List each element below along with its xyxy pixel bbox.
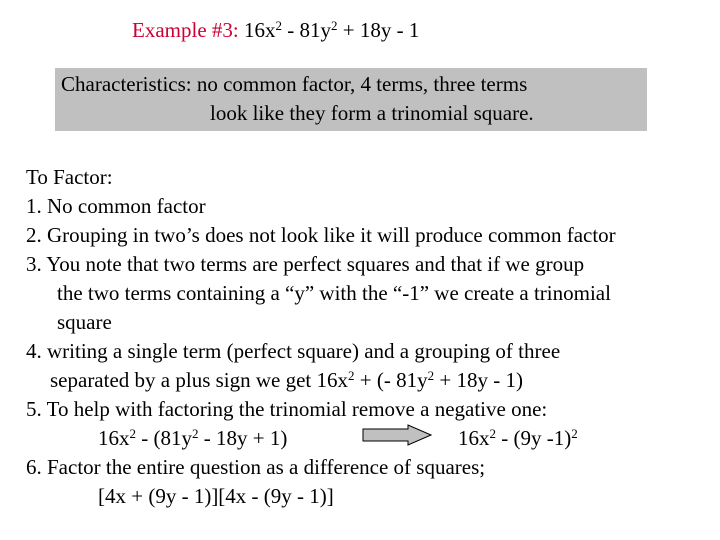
step-5-left-expression [98, 426, 287, 450]
step-5-right-expression [458, 426, 578, 450]
step-4-line-1: 4. writing a single term (perfect square) and a grouping of three [26, 339, 561, 363]
step-4-text-b: + (- 81y [354, 368, 428, 392]
step-4-line-2 [50, 368, 523, 392]
step-5-right-a: 16x [458, 426, 490, 450]
step-5-line-1: 5. To help with factoring the trinomial remove a negative one: [26, 397, 548, 421]
step-5-left-exp-1: 2 [129, 425, 137, 441]
step-3-line-1: 3. You note that two terms are perfect squares and that if we group [26, 252, 585, 276]
example-exp-b: 2 [331, 17, 338, 33]
step-5-right-exp-2: 2 [571, 425, 578, 441]
characteristics-line-1: Characteristics: no common factor, 4 terms, three terms [61, 72, 528, 96]
example-expr-c: + 18y - 1 [337, 18, 420, 42]
example-title [132, 18, 419, 43]
right-arrow-icon [362, 424, 432, 446]
example-expr-b: - 81y [282, 18, 331, 42]
step-6-line-2: [4x + (9y - 1)][4x - (9y - 1)] [98, 484, 334, 508]
step-5-right-exp-1: 2 [489, 425, 497, 441]
step-5-left-a: 16x [98, 426, 130, 450]
step-1: 1. No common factor [26, 194, 206, 218]
step-5-left-b: - (81y [136, 426, 193, 450]
step-5-left-exp-2: 2 [192, 425, 199, 441]
characteristics-line-2: look like they form a trinomial square. [210, 101, 534, 125]
to-factor-heading: To Factor: [26, 165, 113, 189]
step-6-line-1: 6. Factor the entire question as a difference of squares; [26, 455, 486, 479]
characteristics-box [55, 68, 647, 131]
step-5-left-c: - 18y + 1) [198, 426, 288, 450]
step-4-exp-2: 2 [427, 367, 435, 383]
example-exp-a: 2 [275, 17, 282, 33]
step-2: 2. Grouping in two’s does not look like it will produce common factor [26, 223, 616, 247]
example-label: Example #3: [132, 18, 239, 42]
step-4-text-a: separated by a plus sign we get 16x [50, 368, 349, 392]
step-3-line-2: the two terms containing a “y” with the “-1” we create a trinomial [57, 281, 611, 305]
example-expr-a: 16x [238, 18, 276, 42]
step-5-right-b: - (9y -1) [496, 426, 572, 450]
step-4-exp-1: 2 [348, 367, 355, 383]
step-4-text-c: + 18y - 1) [434, 368, 523, 392]
step-3-line-3: square [57, 310, 112, 334]
